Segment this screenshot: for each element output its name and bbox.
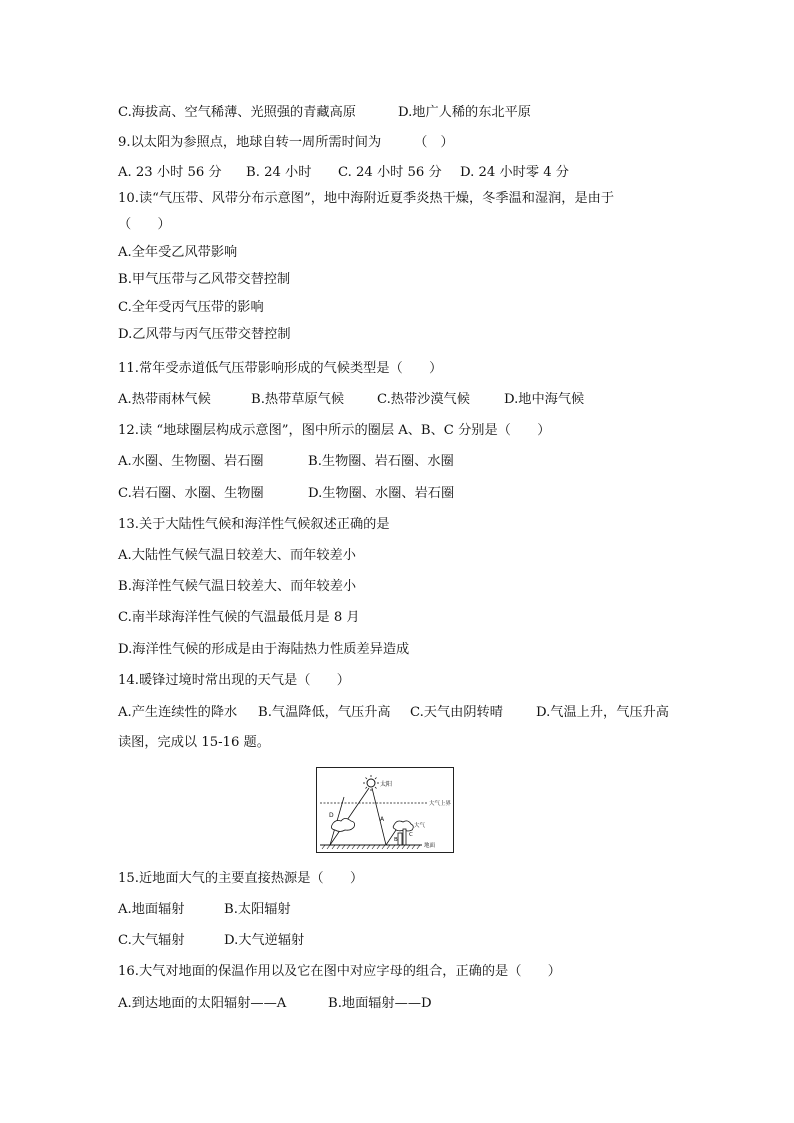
q15-stem: 15.近地面大气的主要直接热源是（ ） <box>118 871 364 886</box>
q15-options-ab <box>118 901 291 919</box>
q14-stem: 14.暖锋过境时常出现的天气是（ ） <box>118 673 350 688</box>
q15-options-cd <box>118 932 304 950</box>
q11-stem: 11.常年受赤道低气压带影响形成的气候类型是（ ） <box>118 361 443 376</box>
q9-stem: 9.以太阳为参照点，地球自转一周所需时间为 （ ） <box>118 135 454 150</box>
q8-option-d: D.地广人稀的东北平原 <box>398 105 531 120</box>
sun-label: 太阳 <box>380 781 393 788</box>
q13-option-b: B.海洋性气候气温日较差大、而年较差小 <box>118 579 357 594</box>
q16-stem: 16.大气对地面的保温作用以及它在图中对应字母的组合，正确的是（ ） <box>118 964 561 979</box>
q10-option-a: A.全年受乙风带影响 <box>118 245 238 260</box>
q10-option-d: D.乙风带与丙气压带交替控制 <box>118 327 291 342</box>
q14-option-a: A.产生连续性的降水 <box>118 705 238 720</box>
instruction-text: 读图，完成以 15-16 题。 <box>118 735 270 750</box>
q11-option-b: B.热带草原气候 <box>251 392 345 407</box>
q10-stem-line1: 10.读“气压带、风带分布示意图”，地中海附近夏季炎热干燥，冬季温和湿润，是由于 <box>118 191 615 206</box>
q13-option-c: C.南半球海洋性气候的气温最低月是 8 月 <box>118 610 360 625</box>
q12-option-a: A.水圈、生物圈、岩石圈 <box>118 454 264 469</box>
atmosphere-label: 大气 <box>414 823 426 829</box>
q8-option-c: C.海拔高、空气稀薄、光照强的青藏高原 <box>118 105 356 120</box>
label-c: C <box>409 832 413 838</box>
q10-option-c: C.全年受丙气压带的影响 <box>118 300 264 315</box>
q11-options <box>118 391 584 409</box>
building-icon <box>403 829 406 845</box>
q13-stem: 13.关于大陆性气候和海洋性气候叙述正确的是 <box>118 517 390 532</box>
q12-option-b: B.生物圈、岩石圈、水圈 <box>308 454 454 469</box>
q12-stem: 12.读 “地球圈层构成示意图”，图中所示的圈层 A、B、C 分别是（ ） <box>118 423 551 438</box>
q14-option-c: C.天气由阴转晴 <box>410 705 503 720</box>
label-b: B <box>394 837 398 843</box>
q11-option-c: C.热带沙漠气候 <box>377 392 470 407</box>
q9-option-b: B. 24 小时 <box>246 165 312 180</box>
q9-option-c: C. 24 小时 56 分 <box>338 165 442 180</box>
q9-option-d: D. 24 小时零 4 分 <box>460 165 569 180</box>
building-icon <box>398 833 402 845</box>
q16-option-a: A.到达地面的太阳辐射——A <box>118 996 287 1011</box>
q16-option-b: B.地面辐射——D <box>328 996 432 1011</box>
q11-option-d: D.地中海气候 <box>504 392 585 407</box>
q15-option-a: A.地面辐射 <box>118 902 185 917</box>
q12-option-d: D.生物圈、水圈、岩石圈 <box>308 486 455 501</box>
q15-option-c: C.大气辐射 <box>118 933 185 948</box>
q13-option-d: D.海洋性气候的形成是由于海陆热力性质差异造成 <box>118 642 410 657</box>
label-d: D <box>329 812 334 819</box>
label-a: A <box>380 816 385 823</box>
q16-options-ab <box>118 995 432 1013</box>
atmosphere-diagram <box>316 767 454 853</box>
q15-option-d: D.大气逆辐射 <box>224 933 305 948</box>
q9-option-a: A. 23 小时 56 分 <box>118 165 222 180</box>
q12-option-c: C.岩石圈、水圈、生物圈 <box>118 486 264 501</box>
q8-options-cd <box>118 104 531 122</box>
q14-option-d: D.气温上升，气压升高 <box>536 705 669 720</box>
q13-option-a: A.大陆性气候气温日较差大、而年较差小 <box>118 548 356 563</box>
q11-option-a: A.热带雨林气候 <box>118 392 211 407</box>
q10-option-b: B.甲气压带与乙风带交替控制 <box>118 272 291 287</box>
q14-option-b: B.气温降低，气压升高 <box>258 705 391 720</box>
ground-label: 地面 <box>424 843 436 849</box>
q12-options-cd <box>118 485 454 503</box>
q15-option-b: B.太阳辐射 <box>224 902 291 917</box>
q12-options-ab <box>118 453 454 471</box>
q14-options <box>118 704 669 722</box>
atmosphere-top-label: 大气上界 <box>429 801 452 807</box>
q10-stem-line2: （ ） <box>118 217 171 232</box>
q9-options <box>118 164 569 182</box>
